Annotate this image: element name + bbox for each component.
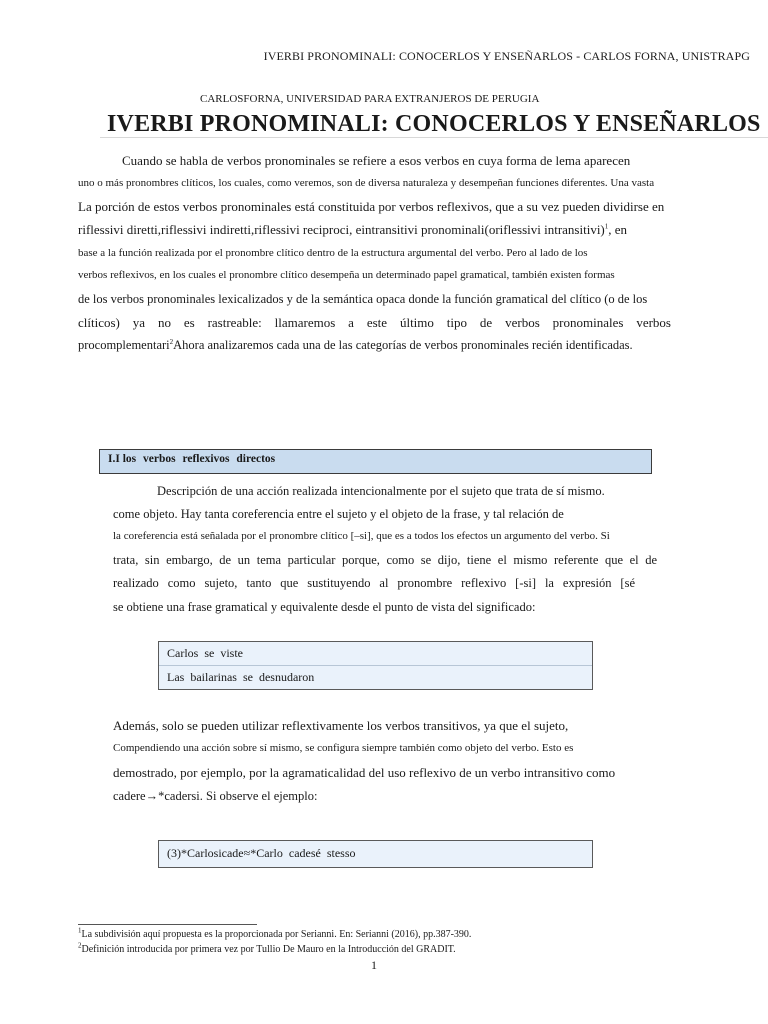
intro-line-2: uno o más pronombres clíticos, los cuales, como veremos, son de diversa naturaleza y desempeñan funciones diferentes. Una vasta [78, 177, 655, 189]
intro-line-1: Cuando se habla de verbos pronominales se refiere a esos verbos en cuya forma de lema aparecen [122, 153, 631, 168]
intro-line-6: verbos reflexivos, en los cuales el pronombre clítico desempeña un determinado papel gramatical, también existen formas [78, 269, 615, 281]
section-number: I.I [108, 453, 120, 465]
footnote-ref-2[interactable]: 2 [169, 337, 174, 346]
footnote-mark: 1 [78, 926, 82, 935]
intro-line-4-text: riflessivi diretti,riflessivi indiretti,riflessivi reciproci, eintransitivi pronominali(oriflessivi intransitivi) [78, 222, 605, 237]
intro-line-4 [78, 222, 627, 238]
intro-line-3: La porción de estos verbos pronominales está constituida por verbos reflexivos, que a su vez pueden dividirse en [78, 199, 665, 214]
body1-line-2: come objeto. Hay tanta coreferencia entre el sujeto y el objeto de la frase, y tal relación de [113, 507, 564, 521]
body1-line-4: trata, sin embargo, de un tema particular porque, como se dijo, tiene el mismo referente que el de [113, 553, 657, 567]
footnote-divider [78, 924, 257, 925]
example-box-1 [158, 641, 593, 690]
body1-line-6: se obtiene una frase gramatical y equivalente desde el punto de vista del significado: [113, 600, 536, 614]
intro-line-9-text: procomplementari [78, 338, 170, 352]
intro-line-7: de los verbos pronominales lexicalizados y de la semántica opaca donde la función gramatical del clítico (o de los [78, 292, 648, 306]
body2-line-4: cadere→*cadersi. Si observe el ejemplo: [113, 789, 318, 803]
section-heading: los verbos reflexivos directos [122, 453, 276, 465]
running-head: IVERBI PRONOMINALI: CONOCERLOS Y ENSEÑARLOS - CARLOS FORNA, UNISTRAPG [263, 49, 750, 63]
footnote-1 [78, 926, 472, 940]
example-box-2 [158, 840, 593, 868]
footnote-ref-1[interactable]: 1 [604, 222, 609, 231]
example-sentence: Las bailarinas se desnudaron [159, 665, 592, 689]
page-number: 1 [371, 958, 377, 972]
body2-line-3: demostrado, por ejemplo, por la agramaticalidad del uso reflexivo de un verbo intransitivo como [113, 765, 616, 780]
footnote-2 [78, 941, 456, 955]
body1-line-5: realizado como sujeto, tanto que sustituyendo al pronombre reflexivo [-si] la expresión [sé [113, 576, 635, 590]
footnote-text: La subdivisión aquí propuesta es la proporcionada por Serianni. En: Serianni (2016), pp.387-390. [81, 929, 472, 940]
example-sentence: (3)*Carlosicade≈*Carlo cadesé stesso [167, 846, 356, 860]
intro-line-8: clíticos) ya no es rastreable: llamaremos a este último tipo de verbos pronominales verbos [78, 315, 671, 330]
footnote-text: Definición introducida por primera vez por Tullio De Mauro en la Introducción del GRADIT. [81, 944, 456, 955]
page-title: IVERBI PRONOMINALI: CONOCERLOS Y ENSEÑARLOS [107, 111, 761, 137]
intro-line-9 [78, 338, 633, 353]
intro-line-9-tail: Ahora analizaremos cada una de las categorías de verbos pronominales recién identificadas. [173, 338, 633, 352]
title-divider [100, 137, 768, 138]
footnote-mark: 2 [78, 941, 82, 950]
intro-line-4-tail: , en [608, 222, 628, 237]
example-sentence: Carlos se viste [167, 646, 243, 660]
author-line: CARLOSFORNA, UNIVERSIDAD PARA EXTRANJEROS DE PERUGIA [200, 93, 540, 105]
body1-line-3: la coreferencia está señalada por el pronombre clítico [–si], que es a todos los efectos un argumento del verbo. Si [113, 530, 610, 542]
body2-line-1: Además, solo se pueden utilizar reflextivamente los verbos transitivos, ya que el sujeto, [113, 718, 569, 733]
body1-line-1: Descripción de una acción realizada intencionalmente por el sujeto que trata de sí mismo. [157, 484, 605, 498]
intro-line-5: base a la función realizada por el pronombre clítico dentro de la estructura argumental del verbo. Pero al lado de los [78, 247, 588, 259]
body2-line-2: Compendiendo una acción sobre sí mismo, se configura siempre también como objeto del verbo. Esto es [113, 742, 574, 754]
section-heading-box [99, 449, 652, 474]
